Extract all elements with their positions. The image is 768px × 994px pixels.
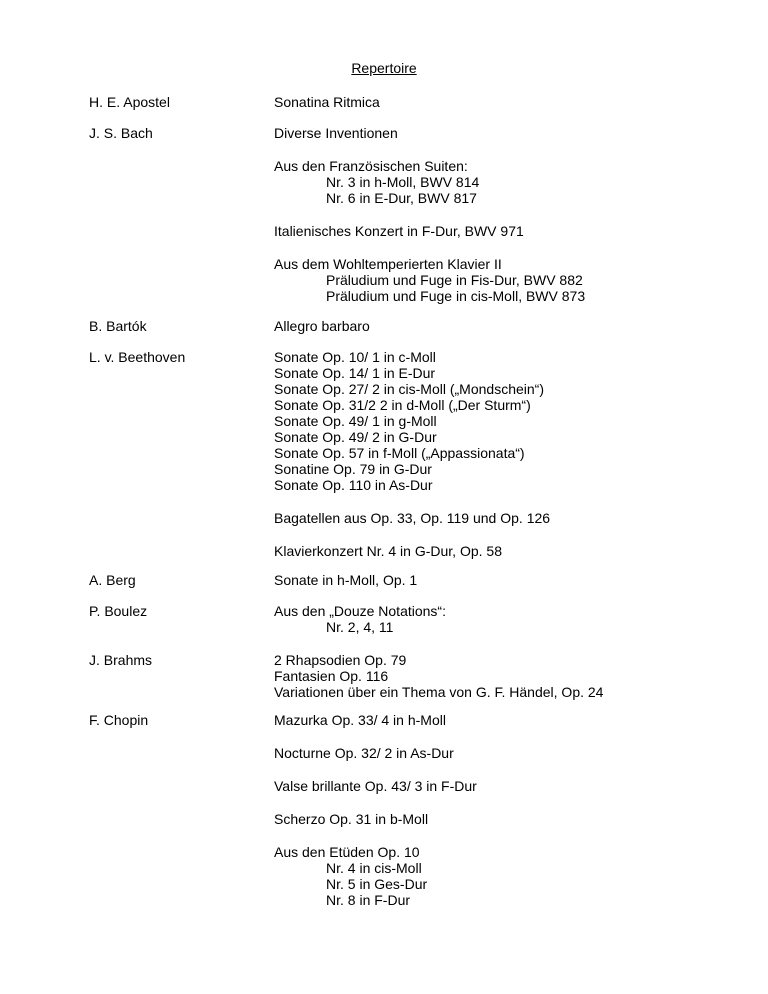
work-title: Sonate Op. 49/ 1 in g-Moll — [274, 413, 437, 429]
composer-name: F. Chopin — [89, 712, 149, 728]
work-block — [274, 811, 477, 827]
work-subitem: Nr. 3 in h-Moll, BWV 814 — [326, 174, 480, 190]
work-block — [274, 510, 550, 526]
composer-name: L. v. Beethoven — [89, 349, 186, 365]
work-title: Valse brillante Op. 43/ 3 in F-Dur — [274, 778, 477, 794]
work-block — [274, 652, 603, 700]
work-title: Sonate Op. 49/ 2 in G-Dur — [274, 429, 437, 445]
page-title: Repertoire — [351, 60, 417, 76]
works-list — [274, 712, 477, 908]
works-list — [274, 125, 585, 304]
work-subitem: Nr. 2, 4, 11 — [326, 619, 394, 635]
work-block — [274, 125, 585, 141]
work-block — [274, 844, 477, 908]
work-block — [274, 349, 550, 493]
work-block — [274, 543, 550, 559]
work-title: Sonate Op. 27/ 2 in cis-Moll („Mondschein“) — [274, 381, 544, 397]
work-title: Nocturne Op. 32/ 2 in As-Dur — [274, 745, 454, 761]
work-title: Sonate Op. 110 in As-Dur — [274, 477, 433, 493]
work-subitem: Präludium und Fuge in Fis-Dur, BWV 882 — [326, 272, 583, 288]
work-title: Sonate Op. 57 in f-Moll („Appassionata“) — [274, 445, 525, 461]
composer-name: P. Boulez — [89, 603, 148, 619]
composer-name: H. E. Apostel — [89, 94, 170, 110]
work-block — [274, 745, 477, 761]
work-title: Diverse Inventionen — [274, 125, 398, 141]
work-block — [274, 712, 477, 728]
work-title: Italienisches Konzert in F-Dur, BWV 971 — [274, 223, 524, 239]
composer-name: A. Berg — [89, 572, 136, 588]
work-subitem: Präludium und Fuge in cis-Moll, BWV 873 — [326, 288, 586, 304]
works-list — [274, 318, 370, 334]
work-title: Mazurka Op. 33/ 4 in h-Moll — [274, 712, 446, 728]
works-list — [274, 94, 380, 110]
work-block — [274, 778, 477, 794]
work-block — [274, 94, 380, 110]
work-title: Bagatellen aus Op. 33, Op. 119 und Op. 126 — [274, 510, 551, 526]
work-title: Sonate Op. 10/ 1 in c-Moll — [274, 349, 436, 365]
work-title: Aus den Französischen Suiten: — [274, 158, 468, 174]
work-title: Aus den „Douze Notations“: — [274, 603, 446, 619]
composer-name: B. Bartók — [89, 318, 147, 334]
works-list — [274, 603, 446, 635]
work-subitem: Nr. 6 in E-Dur, BWV 817 — [326, 190, 477, 206]
work-title: Klavierkonzert Nr. 4 in G-Dur, Op. 58 — [274, 543, 502, 559]
work-block — [274, 223, 585, 239]
work-block — [274, 603, 446, 635]
composer-name: J. Brahms — [89, 652, 153, 668]
works-list — [274, 349, 550, 559]
work-title: Aus den Etüden Op. 10 — [274, 844, 420, 860]
work-title: Sonate in h-Moll, Op. 1 — [274, 572, 418, 588]
work-subitem: Nr. 4 in cis-Moll — [326, 860, 422, 876]
work-block — [274, 158, 585, 206]
work-block — [274, 318, 370, 334]
work-title: 2 Rhapsodien Op. 79 — [274, 652, 407, 668]
work-subitem: Nr. 8 in F-Dur — [326, 892, 411, 908]
work-title: Sonatina Ritmica — [274, 94, 380, 110]
work-subitem: Nr. 5 in Ges-Dur — [326, 876, 428, 892]
work-title: Allegro barbaro — [274, 318, 370, 334]
work-title: Sonate Op. 31/2 2 in d-Moll („Der Sturm“) — [274, 397, 531, 413]
work-title: Variationen über ein Thema von G. F. Händel, Op. 24 — [274, 684, 604, 700]
work-block — [274, 256, 585, 304]
composer-name: J. S. Bach — [89, 125, 153, 141]
work-title: Sonate Op. 14/ 1 in E-Dur — [274, 365, 436, 381]
work-title: Aus dem Wohltemperierten Klavier II — [274, 256, 502, 272]
works-list — [274, 652, 603, 700]
work-title: Sonatine Op. 79 in G-Dur — [274, 461, 432, 477]
work-title: Fantasien Op. 116 — [274, 668, 389, 684]
works-list — [274, 572, 417, 588]
work-block — [274, 572, 417, 588]
work-title: Scherzo Op. 31 in b-Moll — [274, 811, 429, 827]
